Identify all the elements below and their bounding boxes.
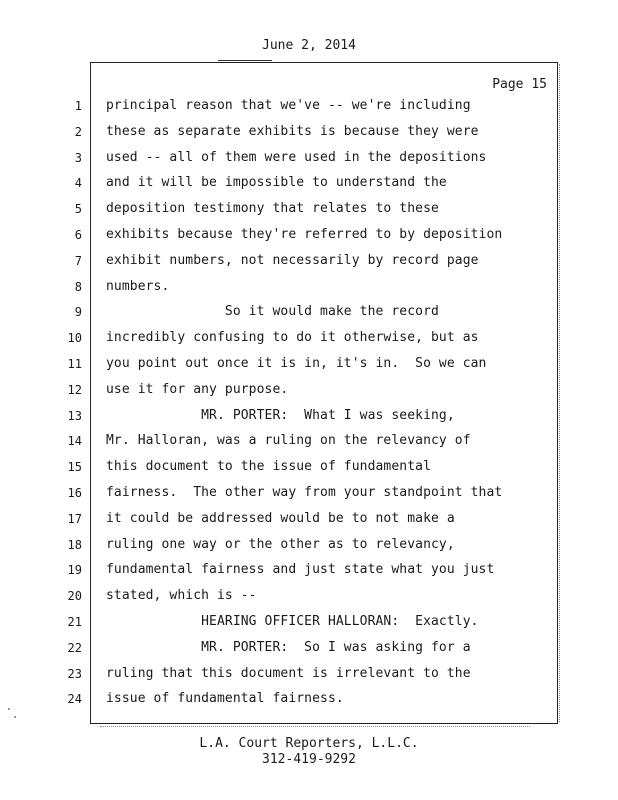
frame-shadow-bottom <box>100 726 530 727</box>
line-number: 19 <box>67 563 82 577</box>
date-underline <box>218 60 272 61</box>
line-number: 4 <box>74 176 82 190</box>
line-number: 12 <box>67 383 82 397</box>
line-text: and it will be impossible to understand the <box>106 175 447 190</box>
line-number: 5 <box>74 202 82 216</box>
line-number: 24 <box>67 692 82 706</box>
line-number: 7 <box>74 254 82 268</box>
line-text: principal reason that we've -- we're including <box>106 98 471 113</box>
line-text: fundamental fairness and just state what you just <box>106 562 495 577</box>
line-number: 9 <box>74 305 82 319</box>
line-text: stated, which is -- <box>106 588 257 603</box>
transcript-date: June 2, 2014 <box>262 38 356 53</box>
line-text: exhibit numbers, not necessarily by record page <box>106 253 479 268</box>
line-text: it could be addressed would be to not make a <box>106 511 455 526</box>
line-text: MR. PORTER: What I was seeking, <box>106 408 455 423</box>
line-number: 2 <box>74 125 82 139</box>
line-number: 14 <box>67 434 82 448</box>
line-number: 6 <box>74 228 82 242</box>
line-text: issue of fundamental fairness. <box>106 691 344 706</box>
scan-speck <box>14 716 16 718</box>
line-text: this document to the issue of fundamental <box>106 459 431 474</box>
line-number: 21 <box>67 615 82 629</box>
line-text: you point out once it is in, it's in. So we can <box>106 356 487 371</box>
line-number: 15 <box>67 460 82 474</box>
line-text: deposition testimony that relates to these <box>106 201 439 216</box>
line-text: incredibly confusing to do it otherwise, but as <box>106 330 479 345</box>
line-text: HEARING OFFICER HALLORAN: Exactly. <box>106 614 479 629</box>
line-text: fairness. The other way from your standpoint that <box>106 485 503 500</box>
line-text: used -- all of them were used in the depositions <box>106 150 487 165</box>
line-number: 23 <box>67 667 82 681</box>
line-text: exhibits because they're referred to by deposition <box>106 227 503 242</box>
line-text: ruling that this document is irrelevant to the <box>106 666 471 681</box>
line-text: numbers. <box>106 279 170 294</box>
reporter-company: L.A. Court Reporters, L.L.C. <box>199 736 419 751</box>
line-number: 18 <box>67 538 82 552</box>
line-number: 8 <box>74 280 82 294</box>
line-text: use it for any purpose. <box>106 382 289 397</box>
line-number: 1 <box>74 99 82 113</box>
line-number: 11 <box>67 357 82 371</box>
frame-shadow-right <box>559 64 561 722</box>
line-number: 10 <box>67 331 82 345</box>
line-number: 3 <box>74 151 82 165</box>
line-number: 17 <box>67 512 82 526</box>
line-text: MR. PORTER: So I was asking for a <box>106 640 471 655</box>
reporter-phone: 312-419-9292 <box>262 752 356 767</box>
page-number: Page 15 <box>492 77 547 92</box>
line-text: So it would make the record <box>106 304 439 319</box>
line-text: ruling one way or the other as to relevancy, <box>106 537 455 552</box>
line-number: 13 <box>67 409 82 423</box>
line-text: Mr. Halloran, was a ruling on the relevancy of <box>106 433 471 448</box>
scan-speck <box>8 708 10 710</box>
line-number: 16 <box>67 486 82 500</box>
line-text: these as separate exhibits is because they were <box>106 124 479 139</box>
line-number: 20 <box>67 589 82 603</box>
line-number: 22 <box>67 641 82 655</box>
